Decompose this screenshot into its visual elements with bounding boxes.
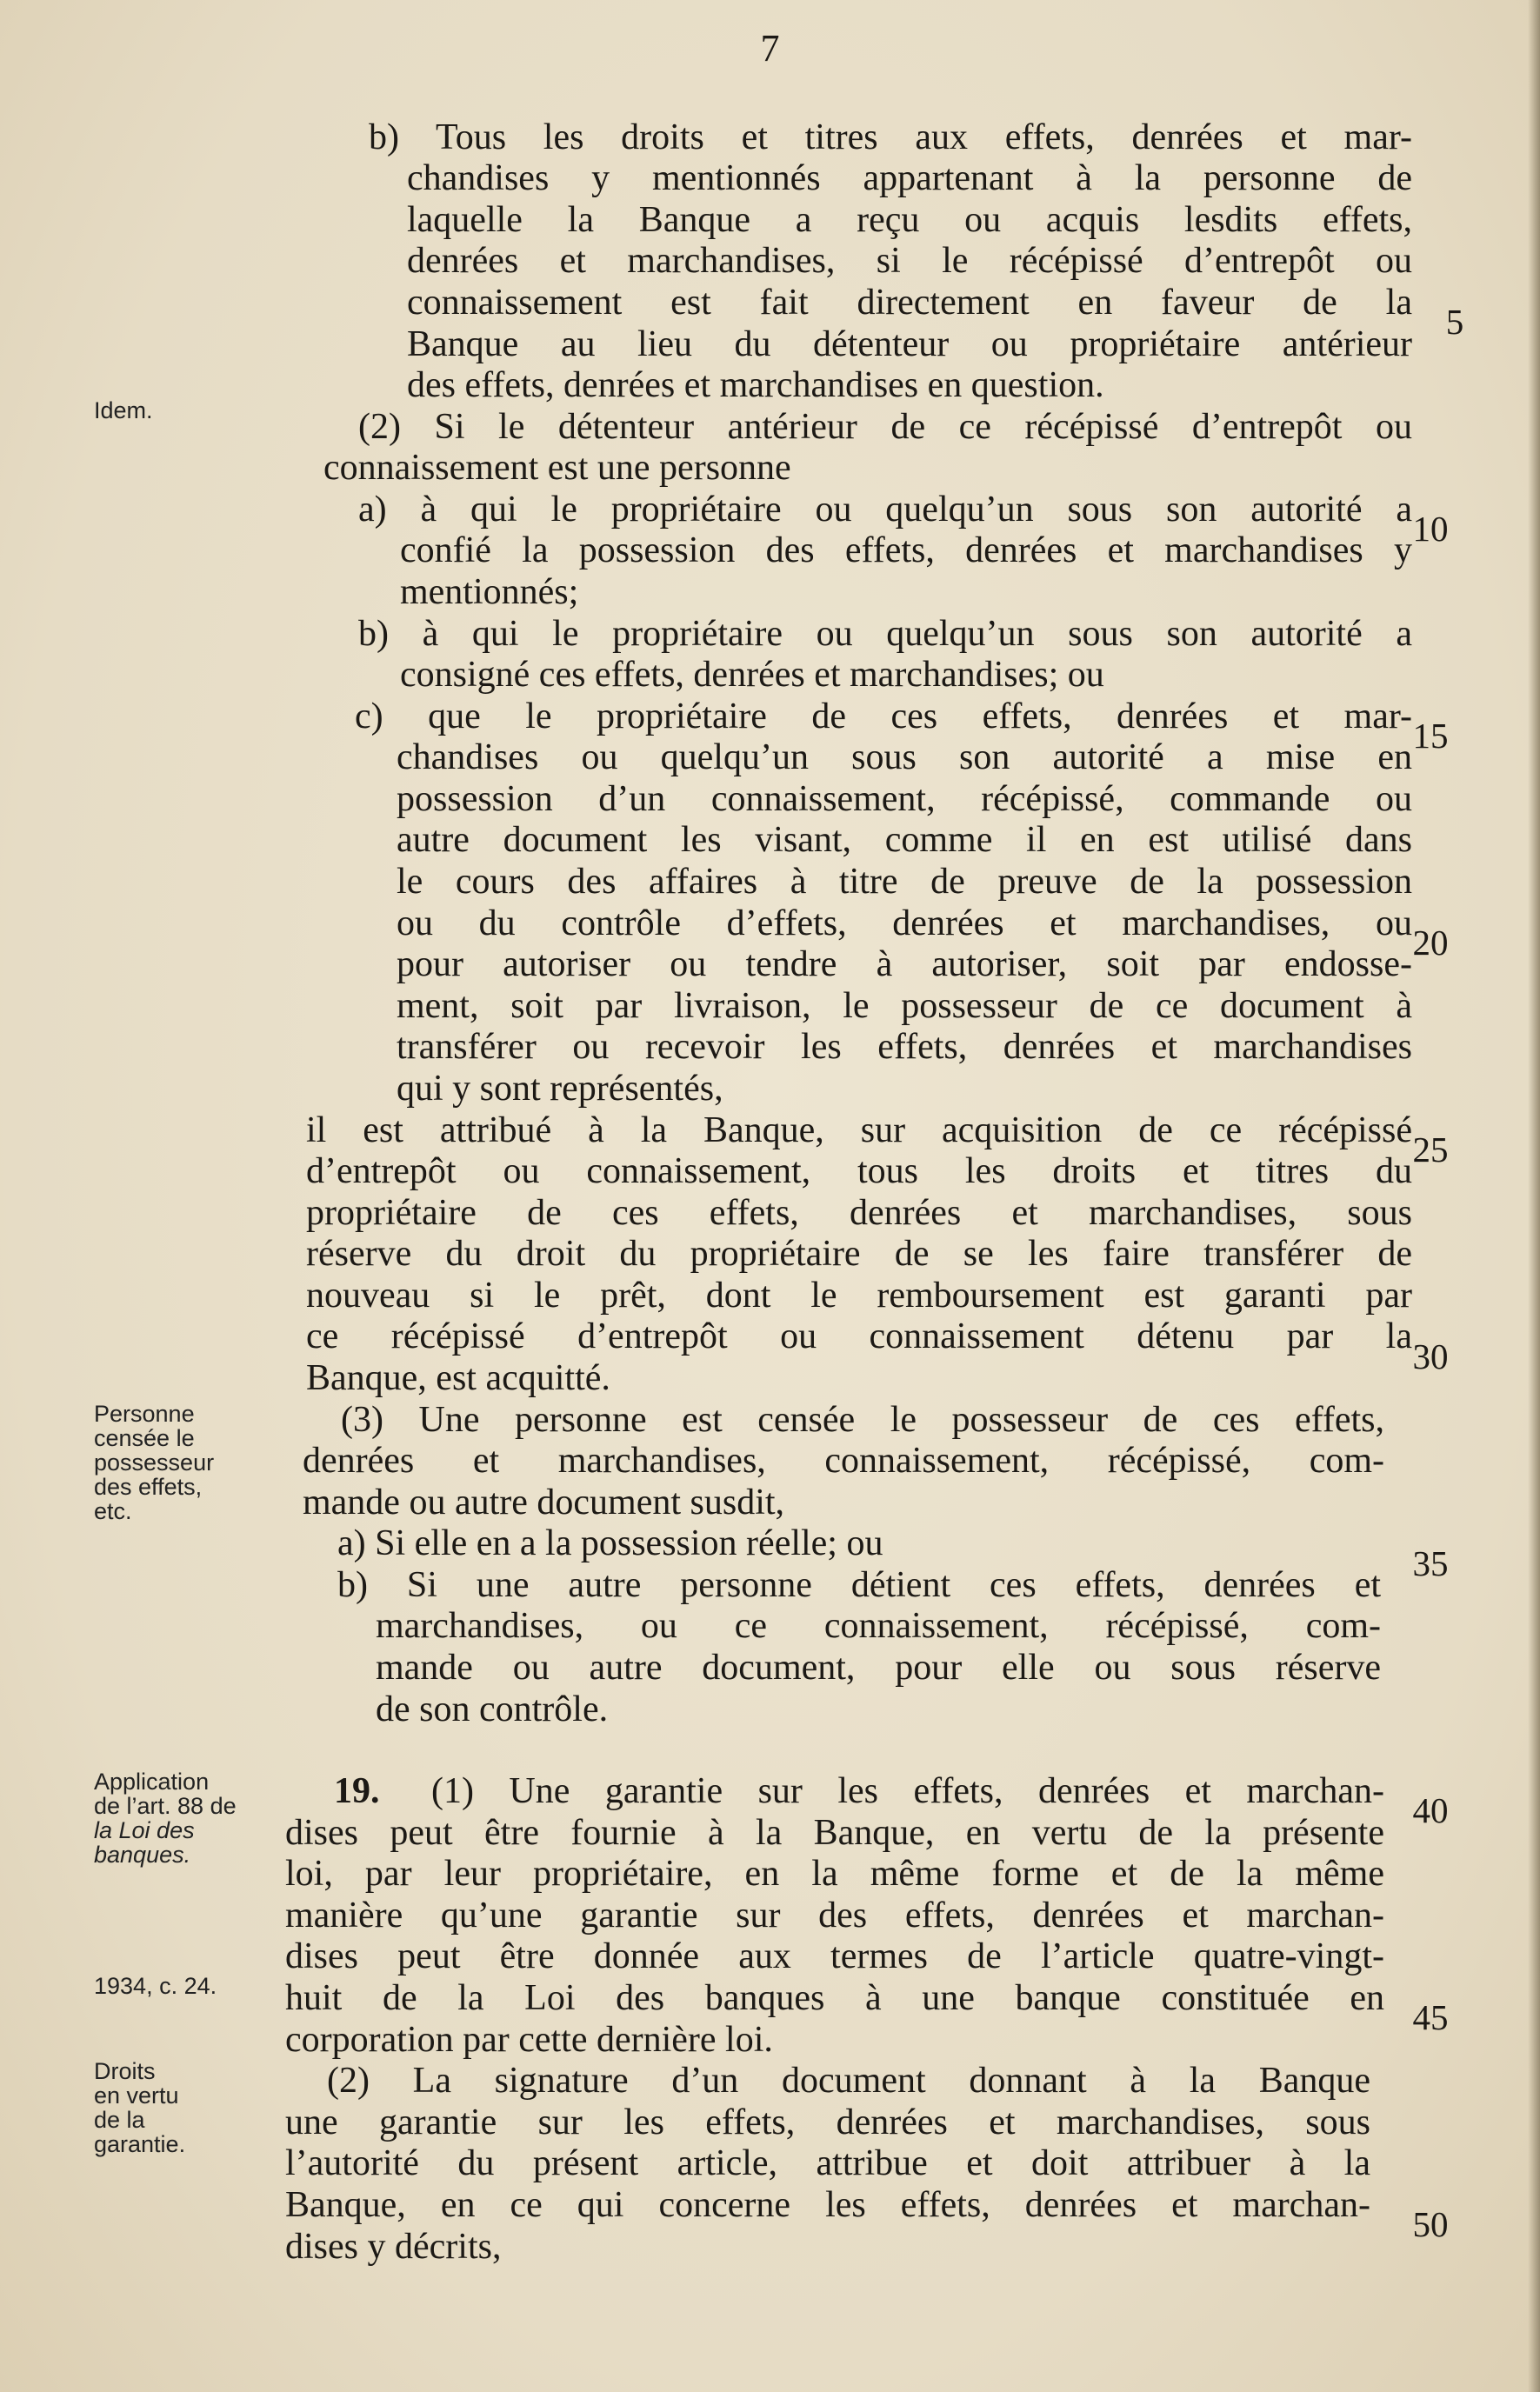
- text-line: confié la possession des effets, denrées et marchandises y: [400, 530, 1412, 570]
- margin-note-line: Droits: [94, 2058, 156, 2084]
- margin-note-line: Application: [94, 1769, 210, 1795]
- margin-note-line: banques.: [94, 1842, 191, 1868]
- text-line: connaissement est une personne: [323, 448, 791, 488]
- text-line: mande ou autre document susdit,: [303, 1483, 785, 1522]
- text-line: il est attribué à la Banque, sur acquisition de ce récépissé: [306, 1110, 1412, 1150]
- text-line: des effets, denrées et marchandises en question.: [407, 365, 1104, 405]
- text-line: a) Si elle en a la possession réelle; ou: [337, 1523, 883, 1563]
- text-line: une garantie sur les effets, denrées et marchandises, sous: [285, 2102, 1370, 2142]
- text-line: Banque, est acquitté.: [306, 1358, 610, 1398]
- text-line: c) que le propriétaire de ces effets, denrées et mar-: [355, 696, 1412, 736]
- text-line: (3) Une personne est censée le possesseur de ces effets,: [341, 1400, 1384, 1440]
- text-line: chandises y mentionnés appartenant à la personne de: [407, 158, 1412, 198]
- margin-note-idem: [94, 398, 294, 423]
- line-number: 45: [1412, 1997, 1449, 2037]
- margin-note-personne: [94, 1402, 294, 1523]
- line-number: 20: [1412, 923, 1449, 963]
- text-line: transférer ou recevoir les effets, denrées et marchandises: [397, 1027, 1412, 1067]
- text-line: consigné ces effets, denrées et marchandises; ou: [400, 655, 1104, 695]
- text-line: denrées et marchandises, connaissement, récépissé, com-: [303, 1441, 1384, 1481]
- text-line: connaissement est fait directement en faveur de la: [407, 283, 1412, 323]
- text-line: mande ou autre document, pour elle ou sous réserve: [376, 1648, 1381, 1688]
- page-number: 7: [760, 27, 780, 70]
- margin-note-line: des effets,: [94, 1474, 203, 1500]
- text-line: le cours des affaires à titre de preuve de la possession: [397, 862, 1412, 902]
- text-line: mentionnés;: [400, 572, 579, 612]
- line-number: 10: [1412, 509, 1449, 549]
- margin-note-line: etc.: [94, 1498, 132, 1524]
- margin-note-droits: [94, 2059, 294, 2156]
- text-line: ce récépissé d’entrepôt ou connaissement détenu par la: [306, 1316, 1412, 1356]
- line-number: 5: [1445, 302, 1464, 342]
- margin-note-line: la Loi des: [94, 1817, 195, 1843]
- text-line: b) Tous les droits et titres aux effets, denrées et mar-: [369, 117, 1412, 157]
- text-line: autre document les visant, comme il en est utilisé dans: [397, 820, 1412, 860]
- text-line: dises peut être fournie à la Banque, en vertu de la présente: [285, 1813, 1384, 1853]
- margin-note-line: en vertu: [94, 2082, 179, 2109]
- text-line: manière qu’une garantie sur des effets, denrées et marchan-: [285, 1896, 1384, 1936]
- page-edge-shadow: [1528, 0, 1540, 2392]
- margin-note-line: censée le: [94, 1425, 195, 1451]
- line-number: 50: [1412, 2204, 1449, 2244]
- text-line: loi, par leur propriétaire, en la même forme et de la même: [285, 1854, 1384, 1894]
- text-line: (2) Si le détenteur antérieur de ce récépissé d’entrepôt ou: [358, 407, 1412, 447]
- text-line: ment, soit par livraison, le possesseur de ce document à: [397, 986, 1412, 1026]
- margin-note-line: de l’art. 88 de: [94, 1793, 237, 1819]
- margin-note-statute: [94, 1974, 294, 1998]
- margin-note-application: [94, 1769, 294, 1867]
- text-line: Banque, en ce qui concerne les effets, denrées et marchan-: [285, 2185, 1370, 2225]
- text-line: réserve du droit du propriétaire de se les faire transférer de: [306, 1234, 1412, 1274]
- text-line: dises peut être donnée aux termes de l’article quatre-vingt-: [285, 1936, 1384, 1976]
- text-line: (2) La signature d’un document donnant à la Banque: [327, 2061, 1370, 2101]
- text-line: pour autoriser ou tendre à autoriser, soit par endosse-: [397, 944, 1412, 984]
- margin-note-line: garantie.: [94, 2131, 186, 2157]
- text-line: b) à qui le propriétaire ou quelqu’un sous son autorité a: [358, 614, 1412, 654]
- text-line: de son contrôle.: [376, 1689, 609, 1729]
- line-number: 35: [1412, 1543, 1449, 1583]
- text-line: dises y décrits,: [285, 2227, 502, 2267]
- text-line: possession d’un connaissement, récépissé, commande ou: [397, 779, 1412, 819]
- text-line: (1) Une garantie sur les effets, denrées et marchan-: [431, 1771, 1384, 1811]
- text-line: marchandises, ou ce connaissement, récépissé, com-: [376, 1606, 1381, 1646]
- text-line: a) à qui le propriétaire ou quelqu’un sous son autorité a: [358, 490, 1412, 530]
- text-line: d’entrepôt ou connaissement, tous les droits et titres du: [306, 1151, 1412, 1191]
- line-number: 30: [1412, 1336, 1449, 1376]
- line-number: 15: [1412, 716, 1449, 756]
- margin-note-line: possesseur: [94, 1449, 215, 1476]
- line-number: 25: [1412, 1129, 1449, 1169]
- text-line: b) Si une autre personne détient ces effets, denrées et: [337, 1565, 1381, 1605]
- line-number: 40: [1412, 1790, 1449, 1830]
- text-line: l’autorité du présent article, attribue et doit attribuer à la: [285, 2143, 1370, 2183]
- text-line: nouveau si le prêt, dont le remboursement est garanti par: [306, 1276, 1412, 1316]
- text-line: corporation par cette dernière loi.: [285, 2020, 773, 2060]
- text-line: qui y sont représentés,: [397, 1069, 723, 1109]
- text-line: ou du contrôle d’effets, denrées et marchandises, ou: [397, 903, 1412, 943]
- text-line: chandises ou quelqu’un sous son autorité a mise en: [397, 737, 1412, 777]
- margin-note-line: Idem.: [94, 397, 153, 423]
- text-line: laquelle la Banque a reçu ou acquis lesdits effets,: [407, 200, 1412, 240]
- text-line: huit de la Loi des banques à une banque constituée en: [285, 1978, 1384, 2018]
- text-line: Banque au lieu du détenteur ou propriétaire antérieur: [407, 324, 1412, 364]
- margin-note-line: de la: [94, 2107, 145, 2133]
- section-number: 19.: [334, 1771, 380, 1811]
- text-line: denrées et marchandises, si le récépissé d’entrepôt ou: [407, 241, 1412, 281]
- margin-note-line: 1934, c. 24.: [94, 1973, 217, 1999]
- text-line: propriétaire de ces effets, denrées et marchandises, sous: [306, 1193, 1412, 1233]
- margin-note-line: Personne: [94, 1401, 195, 1427]
